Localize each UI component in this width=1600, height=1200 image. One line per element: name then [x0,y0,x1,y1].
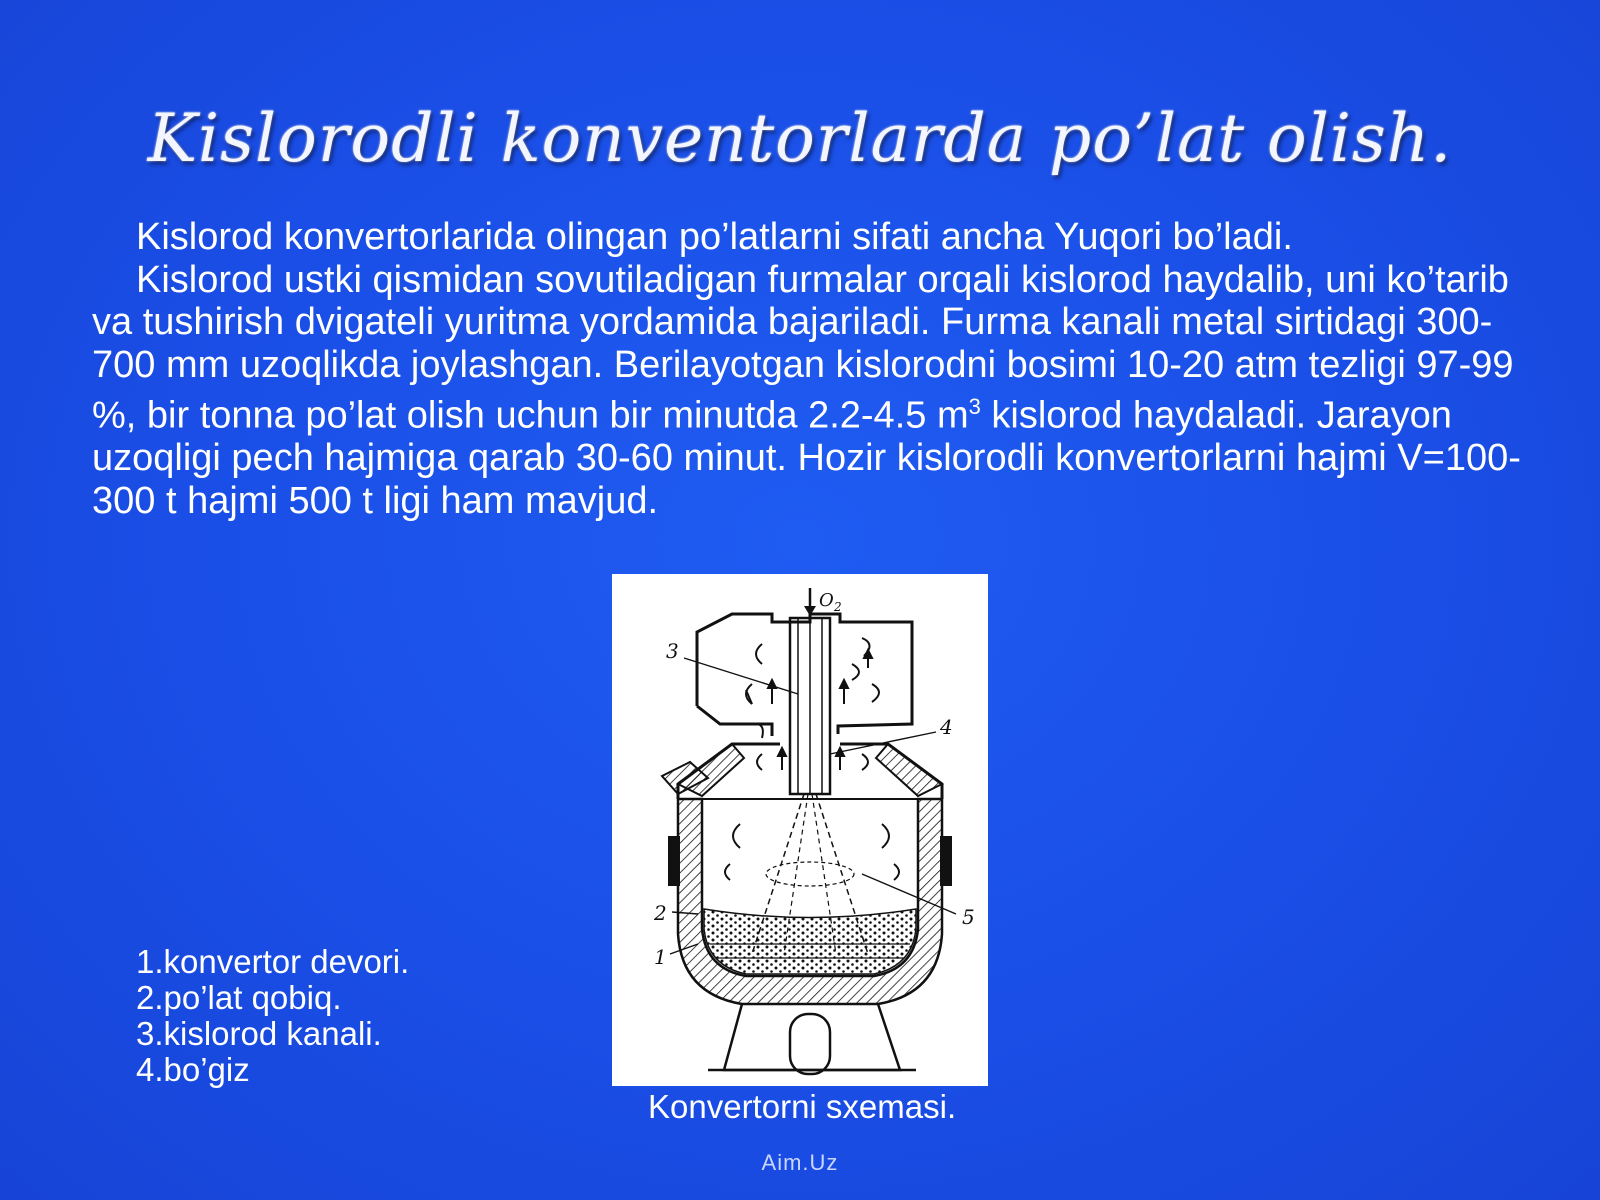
paragraph-2-start: Kislorod ustki qismidan sovutiladigan furmalar orqali kislorod haydalib, uni ko’tarib va tushirish dvigateli yuritma yordamida bajariladi. Furma kanali metal sirtidagi 300-700 mm uzoqlikda joylashgan. Berilayotgan kislorodni bosimi 10-20 atm tezligi 97-99 %, bir tonna po’lat olish uchun bir minutda 2.2-4.5 m [92,258,1514,437]
converter-diagram [612,574,988,1086]
diagram-caption: Konvertorni sxemasi. [648,1088,957,1125]
diagram-label-2: 2 [654,901,667,925]
label-o2-sub: 2 [834,600,842,614]
paragraph-2-end: kislorod haydaladi. Jarayon uzoqligi pech hajmiga qarab 30-60 minut. Hozir kislorodli konvertorlarni hajmi V=100-300 t hajmi 500 t ligi ham mavjud. [92,394,1521,522]
label-o2: O [819,590,834,611]
diagram-label-5: 5 [962,905,975,929]
converter-diagram-drawing [612,574,988,1086]
legend-item: 2.po’lat qobiq. [136,979,342,1016]
superscript-3: 3 [968,394,981,419]
diagram-label-4: 4 [940,715,953,739]
watermark: Aim.Uz [761,1150,839,1175]
paragraph-2 [92,259,1532,523]
legend-list [136,944,409,1088]
slide-title: Kislorodli konventorlarda po’lat olish. [147,100,1453,177]
legend-item: 4.bo’giz [136,1051,250,1088]
diagram-label-3: 3 [666,639,679,663]
legend-item: 3.kislorod kanali. [136,1015,382,1052]
body-text [92,216,1532,522]
paragraph-1: Kislorod konvertorlarida olingan po’latlarni sifati ancha Yuqori bo’ladi. [136,216,1293,258]
diagram-label-1: 1 [654,945,667,969]
legend-item: 1.konvertor devori. [136,943,410,980]
